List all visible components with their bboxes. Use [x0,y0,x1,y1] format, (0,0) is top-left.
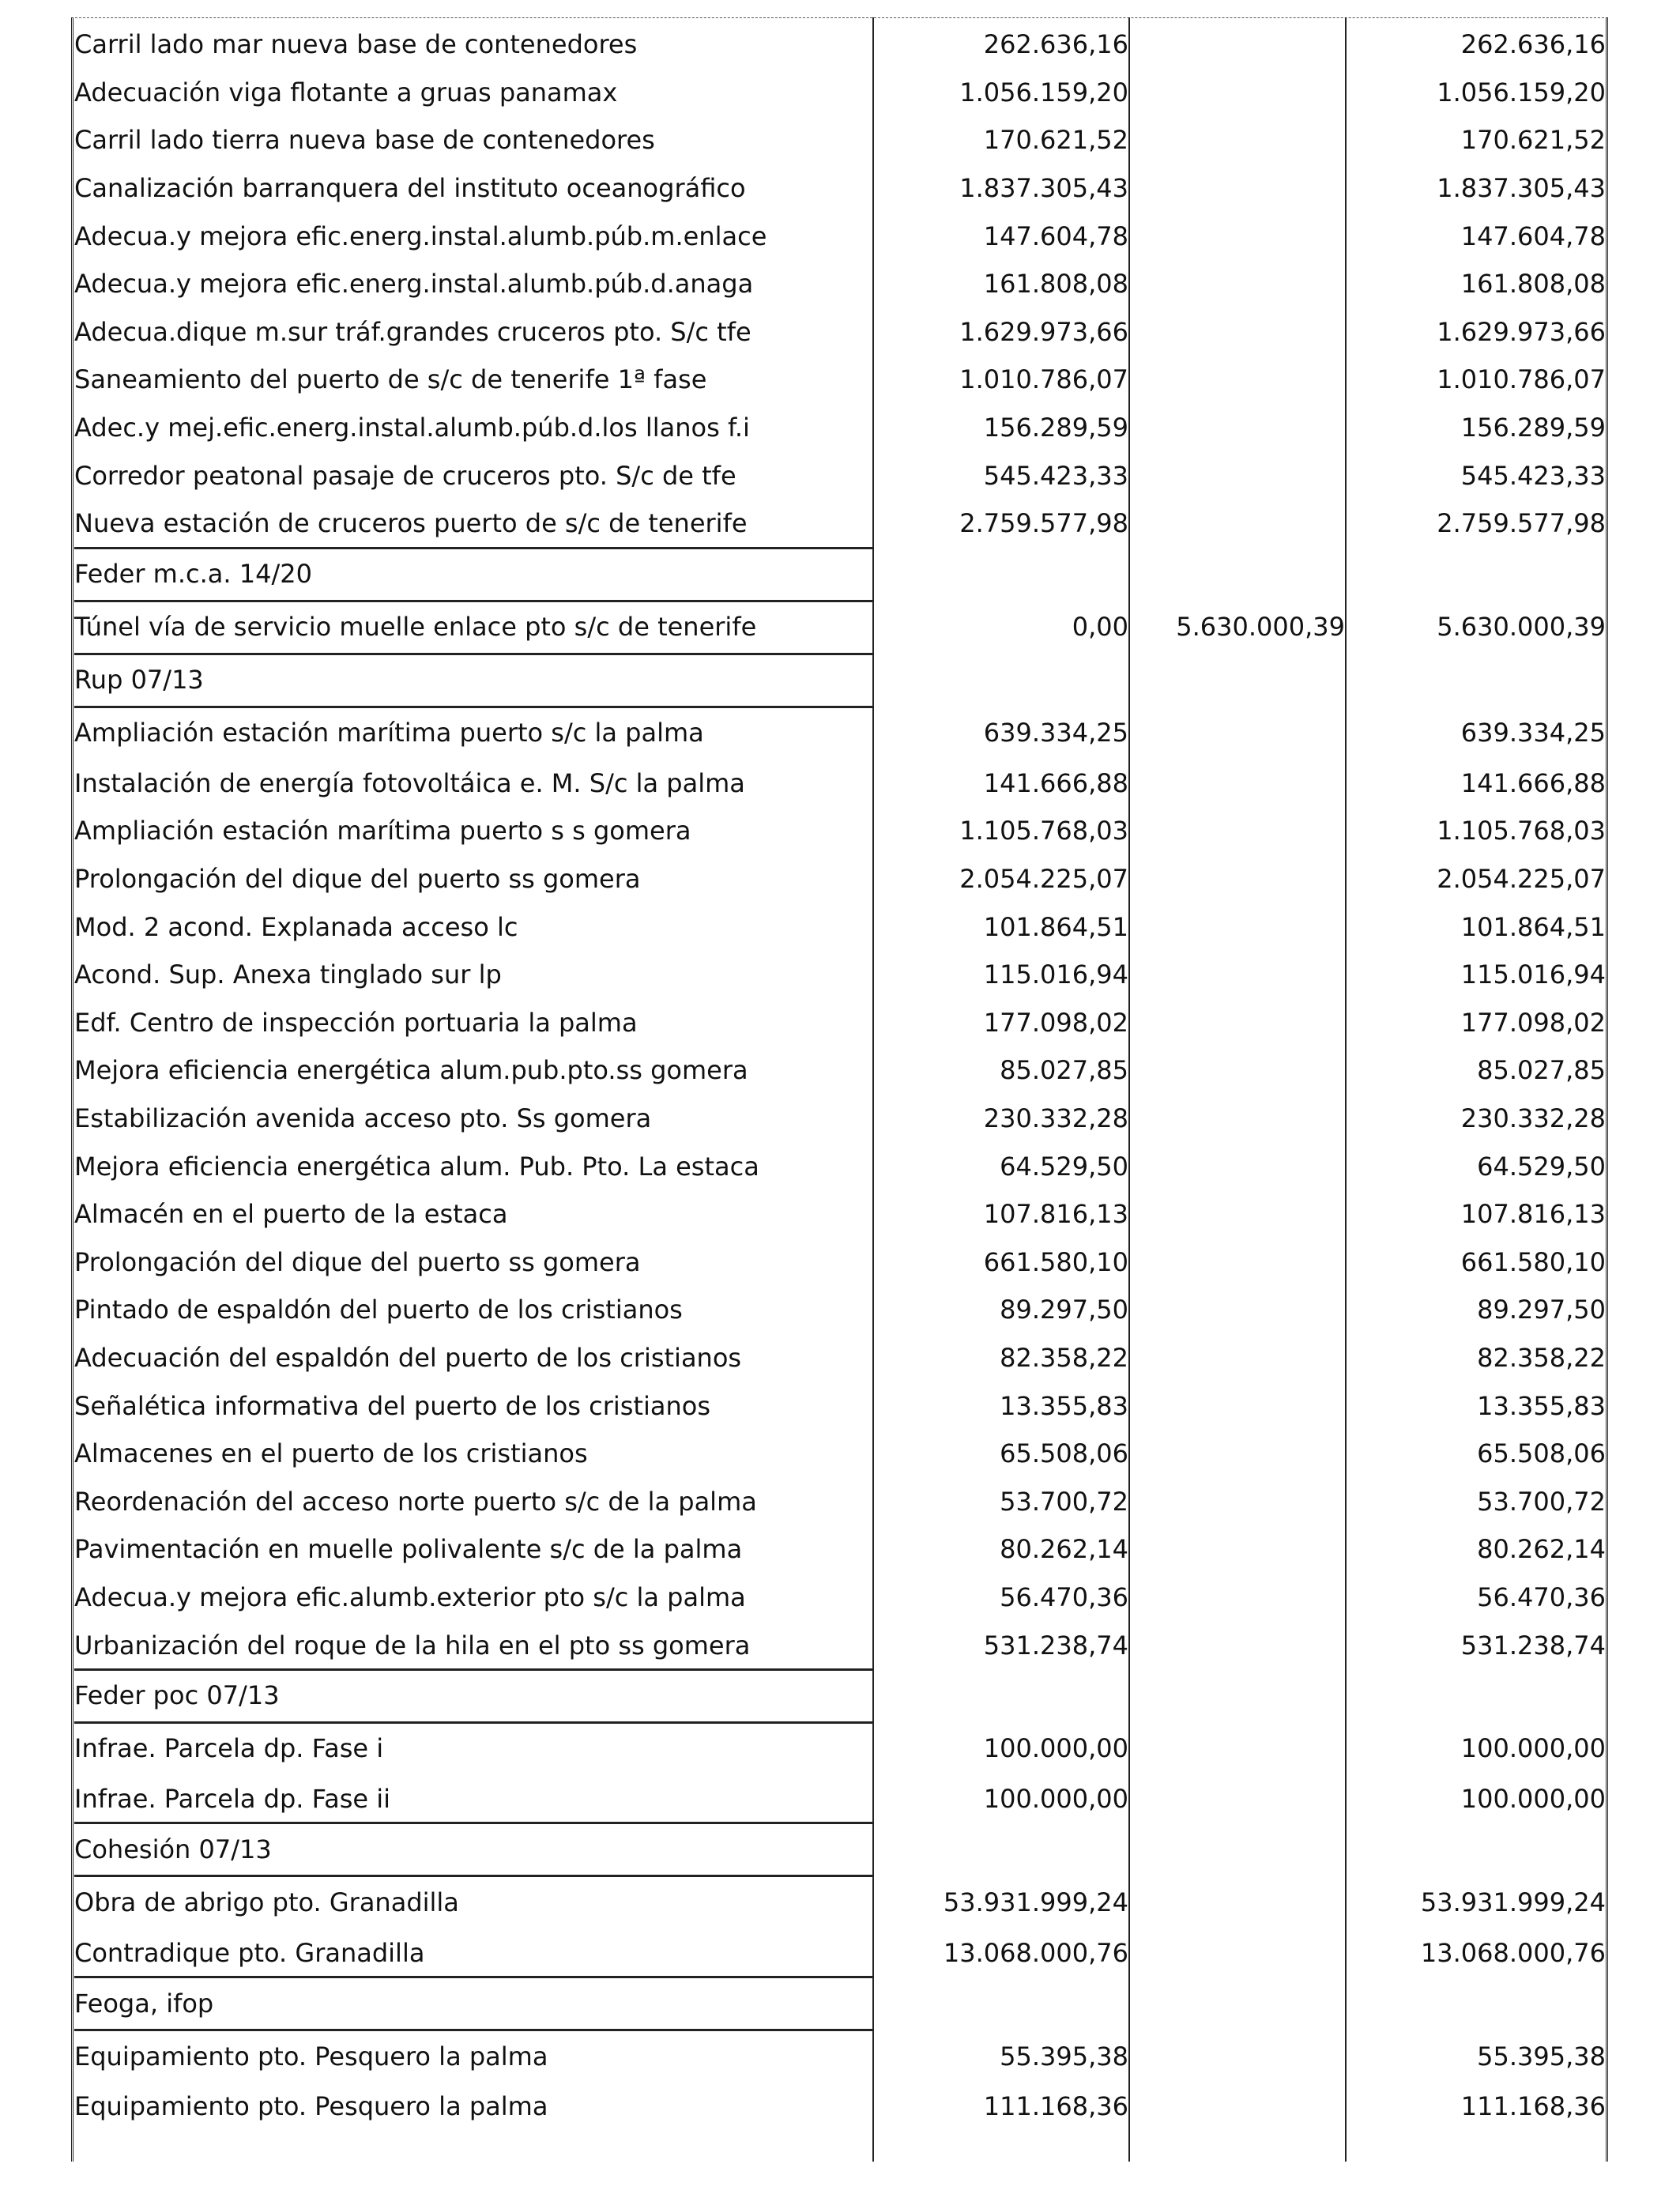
amount-cell-2 [1128,1095,1345,1143]
concept-cell: Equipamiento pto. Pesquero la palma [74,2091,548,2122]
concept-cell: Edf. Centro de inspección portuaria la palma [74,1007,638,1038]
amount-cell-2 [1128,356,1345,404]
amount-cell-2 [1128,1238,1345,1286]
amount-cell-2 [1128,1574,1345,1622]
table-row [74,1190,1606,1238]
concept-cell: Canalización barranquera del instituto oceanográfico [74,173,746,204]
section-header-row [74,548,1606,601]
empty-cell [1345,1669,1606,1722]
concept-cell: Mejora eficiencia energética alum.pub.pto.ss gomera [74,1055,748,1086]
amount-cell-2 [1128,1286,1345,1334]
total-cell: 80.262,14 [1477,1534,1606,1565]
total-cell: 85.027,85 [1477,1055,1606,1086]
section-separator-line [74,1668,872,1671]
empty-cell [872,1977,1128,2030]
table-row [74,116,1606,164]
section-separator-line [74,653,872,655]
concept-cell: Prolongación del dique del puerto ss gomera [74,1246,641,1277]
amount-cell-2 [1128,21,1345,69]
total-cell: 661.580,10 [1460,1246,1606,1277]
concept-cell: Señalética informativa del puerto de los cristianos [74,1390,710,1421]
amount-cell-2 [1128,164,1345,213]
total-cell: 177.098,02 [1460,1007,1606,1038]
total-cell: 53.700,72 [1477,1486,1606,1517]
concept-cell: Adecua.y mejora efic.energ.instal.alumb.púb.d.anaga [74,269,754,300]
concept-cell: Acond. Sup. Anexa tinglado sur lp [74,959,502,990]
amount-cell-1: 1.629.973,66 [959,316,1128,347]
amount-cell-2 [1128,212,1345,260]
total-cell: 147.604,78 [1460,221,1606,251]
amount-cell-2 [1128,404,1345,452]
table-body [74,21,1606,2131]
table-row [74,308,1606,356]
amount-cell-2 [1128,1382,1345,1430]
table-row [74,1095,1606,1143]
amount-cell-1: 56.470,36 [1000,1581,1128,1612]
amount-cell-1: 230.332,28 [983,1103,1128,1133]
table-row [74,1334,1606,1382]
amount-cell-1: 111.168,36 [983,2091,1128,2122]
empty-cell [1345,654,1606,707]
amount-cell-1: 0,00 [1072,612,1128,643]
concept-cell: Adecua.y mejora efic.alumb.exterior pto s/c la palma [74,1581,746,1612]
total-cell: 161.808,08 [1460,269,1606,300]
amount-cell-2 [1128,999,1345,1047]
concept-cell: Ampliación estación marítima puerto s/c la palma [74,718,704,748]
table-row [74,21,1606,69]
total-cell: 65.508,06 [1477,1438,1606,1469]
amount-cell-1: 531.238,74 [983,1630,1128,1661]
total-cell: 2.054.225,07 [1437,864,1606,895]
concept-cell: Obra de abrigo pto. Granadilla [74,1887,459,1917]
table-row [74,1775,1606,1823]
amount-cell-1: 161.808,08 [983,269,1128,300]
amount-cell-1: 89.297,50 [1000,1295,1128,1325]
total-cell: 64.529,50 [1477,1151,1606,1182]
amount-cell-1: 53.700,72 [1000,1486,1128,1517]
concept-cell: Adecua.dique m.sur tráf.grandes cruceros pto. S/c tfe [74,316,751,347]
concept-cell: Corredor peatonal pasaje de cruceros pto. S/c de tfe [74,460,736,491]
concept-cell: Almacén en el puerto de la estaca [74,1199,508,1230]
amount-cell-1: 262.636,16 [983,29,1128,60]
amount-cell-2 [1128,499,1345,548]
concept-cell: Almacenes en el puerto de los cristianos [74,1438,588,1469]
amount-cell-1: 101.864,51 [983,911,1128,942]
concept-cell: Adec.y mej.efic.energ.instal.alumb.púb.d.los llanos f.i [74,413,750,443]
amount-cell-1: 2.759.577,98 [959,508,1128,539]
empty-cell [1128,548,1345,601]
concept-cell: Urbanización del roque de la hila en el pto ss gomera [74,1630,751,1661]
amount-cell-2 [1128,1621,1345,1669]
empty-cell [872,654,1128,707]
concept-cell: Mejora eficiencia energética alum. Pub. Pto. La estaca [74,1151,759,1182]
table-left-border [71,17,73,2162]
total-cell: 56.470,36 [1477,1581,1606,1612]
total-cell: 89.297,50 [1477,1295,1606,1325]
concept-cell: Adecua.y mejora efic.energ.instal.alumb.púb.m.enlace [74,221,767,251]
amount-cell-1: 1.010.786,07 [959,364,1128,395]
empty-cell [872,548,1128,601]
empty-cell [1128,1977,1345,2030]
amount-cell-1: 1.056.159,20 [959,77,1128,107]
concept-cell: Pavimentación en muelle polivalente s/c de la palma [74,1534,743,1565]
amount-cell-2 [1128,69,1345,117]
empty-cell [872,1669,1128,1722]
total-cell: 1.837.305,43 [1437,173,1606,204]
total-cell: 53.931.999,24 [1420,1887,1606,1917]
table-row [74,1046,1606,1095]
total-cell: 170.621,52 [1460,125,1606,156]
amount-cell-2 [1128,1928,1345,1977]
table-row [74,164,1606,213]
concept-cell: Prolongación del dique del puerto ss gomera [74,864,641,895]
amount-cell-1: 53.931.999,24 [943,1887,1128,1917]
amount-cell-1: 1.105.768,03 [959,816,1128,846]
total-cell: 82.358,22 [1477,1342,1606,1373]
amount-cell-1: 170.621,52 [983,125,1128,156]
table-row [74,1928,1606,1977]
table-row [74,951,1606,999]
total-cell: 230.332,28 [1460,1103,1606,1133]
amount-cell-2 [1128,116,1345,164]
table-row [74,601,1606,654]
amount-cell-2 [1128,951,1345,999]
amount-cell-1: 156.289,59 [983,413,1128,443]
empty-cell [1128,1823,1345,1875]
table-row [74,499,1606,548]
section-header-row [74,1977,1606,2030]
amount-cell-1: 13.355,83 [1000,1390,1128,1421]
table-row [74,2083,1606,2131]
amount-cell-1: 2.054.225,07 [959,864,1128,895]
investment-table [74,21,1606,2131]
concept-cell: Adecuación viga flotante a gruas panamax [74,77,618,107]
concept-cell: Nueva estación de cruceros puerto de s/c de tenerife [74,508,748,539]
table-row [74,2030,1606,2083]
table-row [74,356,1606,404]
amount-cell-2 [1128,308,1345,356]
amount-cell-2 [1128,1722,1345,1775]
section-separator-line [74,1721,872,1724]
amount-cell-2 [1128,1525,1345,1574]
section-title: Feoga, ifop [74,1988,214,2019]
total-cell: 111.168,36 [1460,2091,1606,2122]
amount-cell-1: 639.334,25 [983,718,1128,748]
concept-cell: Contradique pto. Granadilla [74,1937,425,1968]
amount-cell-1: 100.000,00 [983,1733,1128,1764]
amount-cell-1: 55.395,38 [1000,2041,1128,2071]
table-row [74,807,1606,855]
total-cell: 531.238,74 [1460,1630,1606,1661]
amount-cell-1: 177.098,02 [983,1007,1128,1038]
amount-cell-2 [1128,2083,1345,2131]
amount-cell-2: 5.630.000,39 [1176,612,1345,643]
section-header-row [74,654,1606,707]
total-cell: 1.105.768,03 [1437,816,1606,846]
concept-cell: Saneamiento del puerto de s/c de tenerife 1ª fase [74,364,707,395]
section-separator-line [74,1875,872,1877]
amount-cell-2 [1128,707,1345,760]
table-row [74,260,1606,308]
total-cell: 1.629.973,66 [1437,316,1606,347]
amount-cell-1: 661.580,10 [983,1246,1128,1277]
concept-cell: Túnel vía de servicio muelle enlace pto s/c de tenerife [74,612,757,643]
concept-cell: Infrae. Parcela dp. Fase i [74,1733,384,1764]
amount-cell-1: 147.604,78 [983,221,1128,251]
table-row [74,1722,1606,1775]
section-separator-line [74,600,872,602]
concept-cell: Ampliación estación marítima puerto s s gomera [74,816,691,846]
total-cell: 5.630.000,39 [1437,612,1606,643]
total-cell: 262.636,16 [1460,29,1606,60]
table-row [74,1574,1606,1622]
section-separator-line [74,2029,872,2031]
amount-cell-1: 100.000,00 [983,1784,1128,1815]
total-cell: 13.355,83 [1477,1390,1606,1421]
concept-cell: Pintado de espaldón del puerto de los cristianos [74,1295,683,1325]
total-cell: 55.395,38 [1477,2041,1606,2071]
empty-cell [1345,1823,1606,1875]
empty-cell [1128,654,1345,707]
amount-cell-1: 82.358,22 [1000,1342,1128,1373]
table-row [74,1875,1606,1928]
total-cell: 101.864,51 [1460,911,1606,942]
amount-cell-1: 65.508,06 [1000,1438,1128,1469]
amount-cell-2 [1128,1775,1345,1823]
total-cell: 115.016,94 [1460,959,1606,990]
amount-cell-1: 141.666,88 [983,767,1128,798]
table-row [74,1382,1606,1430]
table-row [74,999,1606,1047]
section-separator-line [74,1822,872,1824]
amount-cell-2 [1128,451,1345,499]
section-header-row [74,1823,1606,1875]
empty-cell [1345,548,1606,601]
amount-cell-1: 13.068.000,76 [943,1937,1128,1968]
table-row [74,1430,1606,1478]
section-header-row [74,1669,1606,1722]
table-row [74,212,1606,260]
amount-cell-2 [1128,903,1345,951]
total-cell: 100.000,00 [1460,1784,1606,1815]
concept-cell: Reordenación del acceso norte puerto s/c de la palma [74,1486,757,1517]
amount-cell-1: 64.529,50 [1000,1151,1128,1182]
table-row [74,1286,1606,1334]
table-row [74,69,1606,117]
table-row [74,1142,1606,1190]
empty-cell [1345,1977,1606,2030]
table-row [74,1621,1606,1669]
amount-cell-2 [1128,2030,1345,2083]
amount-cell-1: 1.837.305,43 [959,173,1128,204]
amount-cell-1: 115.016,94 [983,959,1128,990]
amount-cell-2 [1128,1477,1345,1525]
table-right-border [1606,17,1608,2162]
total-cell: 100.000,00 [1460,1733,1606,1764]
table-row [74,1525,1606,1574]
total-cell: 1.010.786,07 [1437,364,1606,395]
total-cell: 2.759.577,98 [1437,508,1606,539]
total-cell: 639.334,25 [1460,718,1606,748]
concept-cell: Adecuación del espaldón del puerto de los cristianos [74,1342,742,1373]
amount-cell-2 [1128,1334,1345,1382]
total-cell: 141.666,88 [1460,767,1606,798]
concept-cell: Instalación de energía fotovoltáica e. M. S/c la palma [74,767,745,798]
total-cell: 545.423,33 [1460,460,1606,491]
section-title: Feder m.c.a. 14/20 [74,559,312,590]
table-row [74,404,1606,452]
amount-cell-2 [1128,1142,1345,1190]
amount-cell-1: 545.423,33 [983,460,1128,491]
concept-cell: Equipamiento pto. Pesquero la palma [74,2041,548,2071]
amount-cell-1: 85.027,85 [1000,1055,1128,1086]
concept-cell: Carril lado tierra nueva base de contenedores [74,125,655,156]
amount-cell-2 [1128,760,1345,808]
concept-cell: Infrae. Parcela dp. Fase ii [74,1784,391,1815]
amount-cell-1: 80.262,14 [1000,1534,1128,1565]
total-cell: 13.068.000,76 [1420,1937,1606,1968]
concept-cell: Mod. 2 acond. Explanada acceso lc [74,911,518,942]
concept-cell: Carril lado mar nueva base de contenedores [74,29,638,60]
amount-cell-2 [1128,1046,1345,1095]
empty-cell [1128,1669,1345,1722]
total-cell: 1.056.159,20 [1437,77,1606,107]
section-separator-line [74,1976,872,1978]
amount-cell-2 [1128,855,1345,903]
total-cell: 156.289,59 [1460,413,1606,443]
amount-cell-2 [1128,807,1345,855]
amount-cell-2 [1128,260,1345,308]
total-cell: 107.816,13 [1460,1199,1606,1230]
table-row [74,903,1606,951]
section-separator-line [74,706,872,708]
section-title: Rup 07/13 [74,665,204,696]
amount-cell-2 [1128,1430,1345,1478]
table-row [74,1477,1606,1525]
table-row [74,1238,1606,1286]
table-row [74,760,1606,808]
concept-cell: Estabilización avenida acceso pto. Ss gomera [74,1103,652,1133]
table-row [74,451,1606,499]
amount-cell-2 [1128,1875,1345,1928]
table-row [74,707,1606,760]
section-separator-line [74,547,872,549]
section-title: Feder poc 07/13 [74,1680,280,1711]
section-title: Cohesión 07/13 [74,1834,272,1864]
table-top-border [71,17,1608,18]
amount-cell-1: 107.816,13 [983,1199,1128,1230]
table-row [74,855,1606,903]
amount-cell-2 [1128,1190,1345,1238]
empty-cell [872,1823,1128,1875]
